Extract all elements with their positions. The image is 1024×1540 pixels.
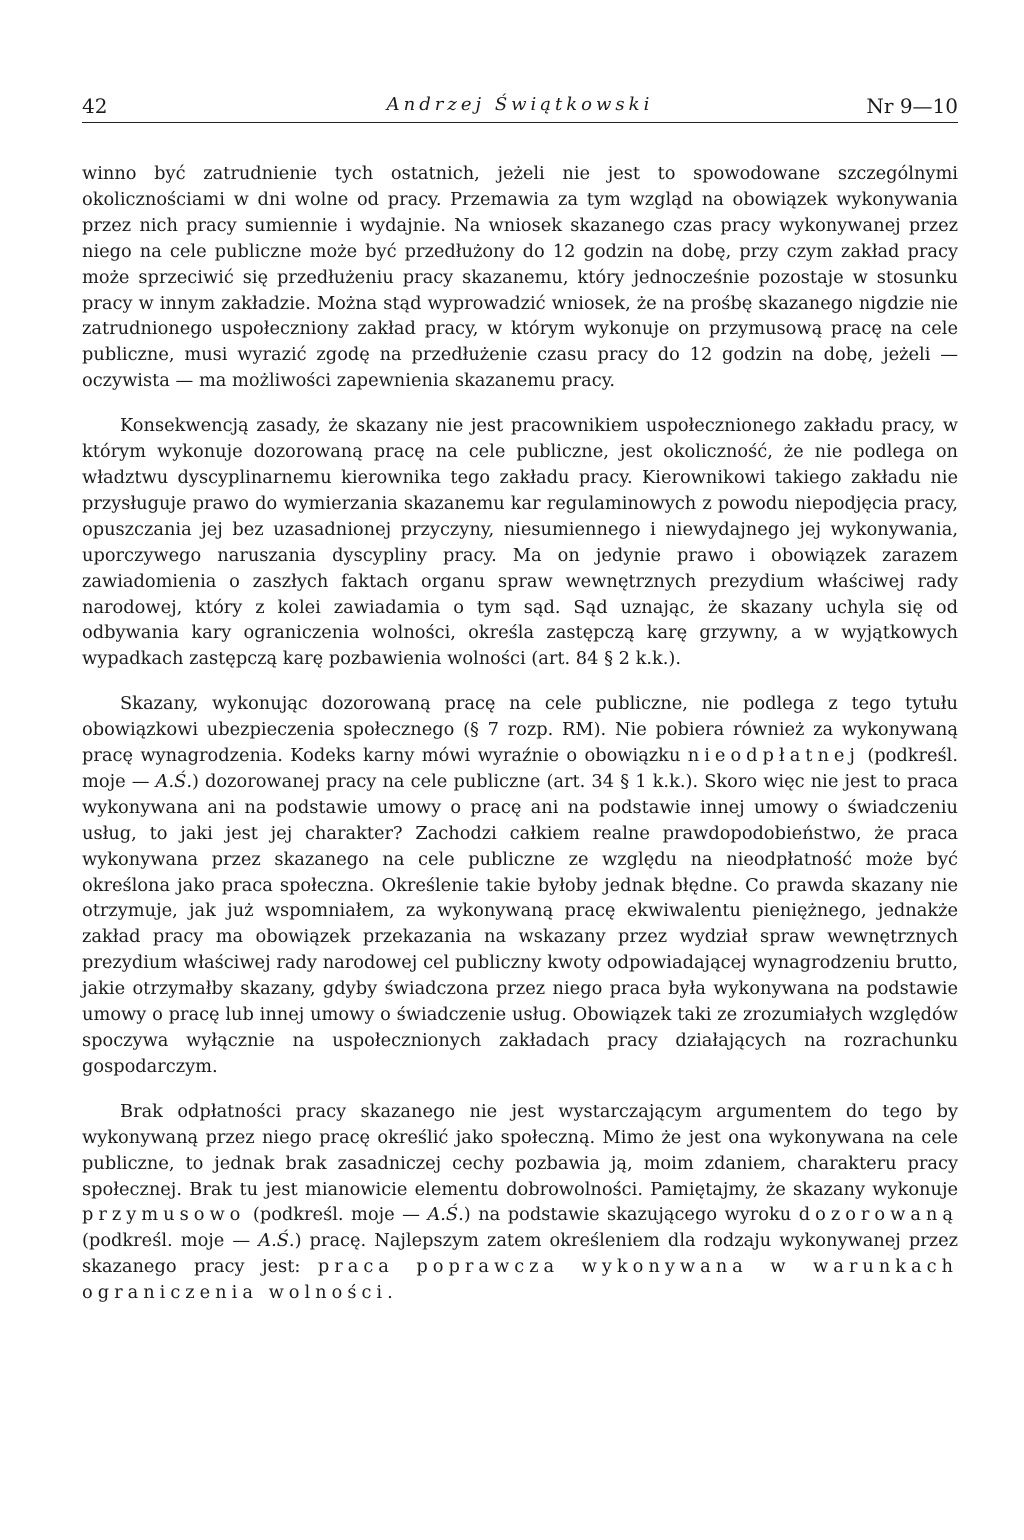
author-initials: A.Ś. xyxy=(258,1230,295,1252)
emphasis-corrective-work: praca poprawcza wykonywana w warunkach ograniczenia wolności. xyxy=(82,1256,959,1304)
emphasis-supervised: dozorowaną xyxy=(798,1204,958,1226)
paragraph-4-text-e: ) pracę. Najlepszym zatem określeniem dla rodzaju wykonywanej przez skazanego pracy jest: xyxy=(82,1230,958,1278)
paragraph-3-text-c: ) dozorowanej pracy na cele publiczne (art. 34 § 1 k.k.). Skoro więc nie jest to praca wykonywana ani na podstawie umowy o pracę ani na podstawie innej umowy o świadczeniu usług, to jaki jest jej charakter? Zachodzi całkiem realne prawdopodobieństwo, że praca wykonywana przez skazanego na cele publiczne ze względu na nieodpłatność może być określona jako praca społeczna. Określenie takie byłoby jednak błędne. Co prawda skazany nie otrzymuje, jak już wspomniałem, za wykonywaną pracę ekwiwalentu pieniężnego, jednakże zakład pracy ma obowiązek przekazania na wskazany przez wydział spraw wewnętrznych prezydium właściwej rady narodowej cel publiczny kwoty odpowiadającej wynagrodzeniu brutto, jakie otrzymałby skazany, gdyby świadczona przez niego praca była wykonywana na podstawie umowy o pracę lub innej umowy o świadczenie usług. Obowiązek taki ze zrozumiałych względów spoczywa wyłącznie na uspołecznionych zakładach pracy działających na rozrachunku gospodarczym. xyxy=(82,770,958,1077)
paragraph-1: winno być zatrudnienie tych ostatnich, jeżeli nie jest to spowodowane szczególnymi okolicznościami w dni wolne od pracy. Przemawia za tym wzgląd na obowiązek wykonywania przez nich pracy sumiennie i wydajnie. Na wniosek skazanego czas pracy wykonywanej przez niego na cele publiczne może być przedłużony do 12 godzin na dobę, przy czym zakład pracy może sprzeciwić się przedłużeniu pracy skazanemu, który jednocześnie pozostaje w stosunku pracy w innym zakładzie. Można stąd wyprowadzić wniosek, że na prośbę skazanego nigdzie nie zatrudnionego uspołeczniony zakład pracy, w którym wykonuje on przymusową pracę na cele publiczne, musi wyrazić zgodę na przedłużenie czasu pracy do 12 godzin na dobę, jeżeli — oczywista — ma możliwości zapewnienia skazanemu pracy. xyxy=(82,163,958,392)
page-number: 42 xyxy=(82,94,108,118)
document-page xyxy=(82,86,958,1325)
author-initials: A.Ś. xyxy=(427,1204,464,1226)
paragraph-3 xyxy=(82,691,958,1080)
paragraph-4-text-b: (podkreśl. moje — xyxy=(245,1204,428,1226)
paragraph-4-text-d: (podkreśl. moje — xyxy=(82,1230,259,1252)
paragraph-4 xyxy=(82,1099,958,1306)
paragraph-4-text-c: ) na podstawie skazującego wyroku xyxy=(463,1204,799,1226)
body-text xyxy=(82,161,958,1306)
paragraph-3-text-b: (podkreśl. moje — xyxy=(82,745,958,792)
author-initials: A.Ś. xyxy=(155,770,192,792)
paragraph-3-text-a: Skazany, wykonując dozorowaną pracę na cele publiczne, nie podlega z tego tytułu obowiązkowi ubezpieczenia społecznego (§ 7 rozp. RM). Nie pobiera również za wykonywaną pracę wynagrodzenia. Kodeks karny mówi wyraźnie o obowiązku xyxy=(82,693,958,767)
emphasis-unpaid: nieodpłatnej xyxy=(687,745,860,767)
paragraph-2: Konsekwencją zasady, że skazany nie jest pracownikiem uspołecznionego zakładu pracy, w którym wykonuje dozorowaną pracę na cele publiczne, jest okoliczność, że nie podlega on władztwu dyscyplinarnemu kierownika tego zakładu pracy. Kierownikowi takiego zakładu nie przysługuje prawo do wymierzania skazanemu kar regulaminowych z powodu niepodjęcia pracy, opuszczania jej bez uzasadnionej przyczyny, niesumiennego i niewydajnego jej wykonywania, uporczywego naruszania dyscypliny pracy. Ma on jedynie prawo i obowiązek zarazem zawiadomienia o zaszłych faktach organu spraw wewnętrznych prezydium właściwej rady narodowej, który z kolei zawiadamia o tym sąd. Sąd uznając, że skazany uchyla się od odbywania kary ograniczenia wolności, określa zastępczą karę grzywny, a w wyjątkowych wypadkach zastępczą karę pozbawienia wolności (art. 84 § 2 k.k.). xyxy=(82,415,958,670)
running-head-author: Andrzej Świątkowski xyxy=(386,94,654,115)
running-header xyxy=(82,86,958,123)
emphasis-compulsory: przymusowo xyxy=(82,1204,246,1226)
issue-number: Nr 9—10 xyxy=(866,94,958,118)
paragraph-4-text-a: Brak odpłatności pracy skazanego nie jest wystarczającym argumentem do tego by wykonywaną przez niego pracę określić jako społeczną. Mimo że jest ona wykonywana na cele publiczne, to jednak brak zasadniczej cechy pozbawia ją, moim zdaniem, charakteru pracy społecznej. Brak tu jest mianowicie elementu dobrowolności. Pamiętajmy, że skazany wykonuje xyxy=(82,1100,958,1200)
